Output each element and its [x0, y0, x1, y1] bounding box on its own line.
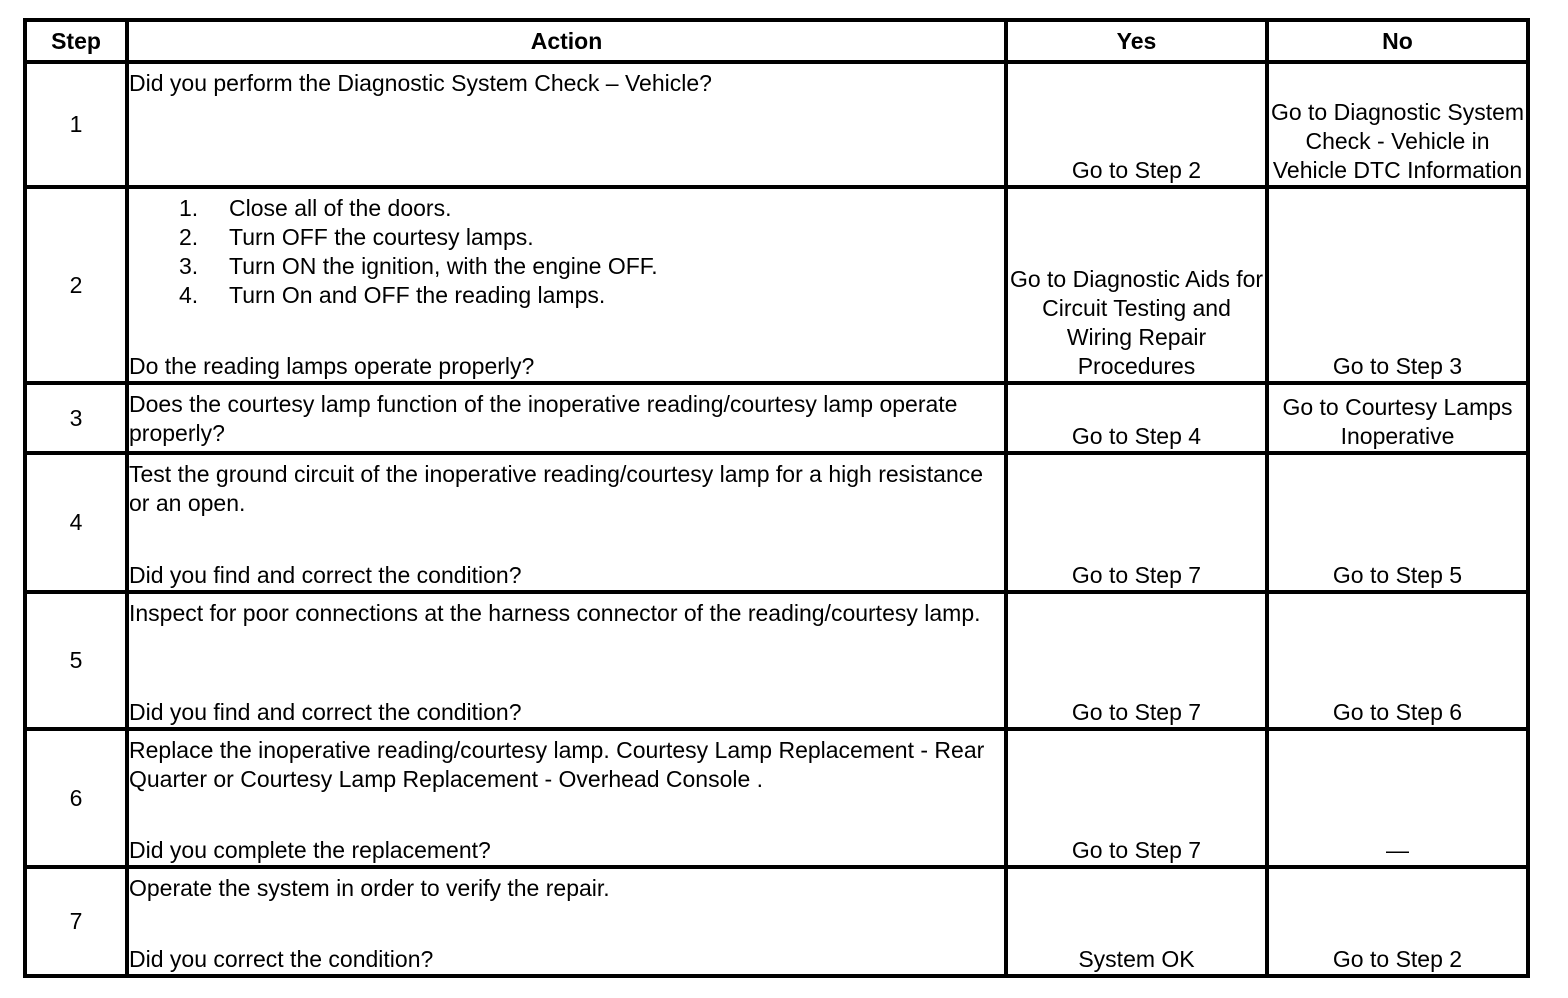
no-cell: Go to Step 2 — [1267, 867, 1528, 976]
step-number: 6 — [25, 729, 127, 867]
no-cell: — — [1267, 729, 1528, 867]
action-question: Did you correct the condition? — [129, 946, 434, 972]
table-row — [25, 383, 1528, 453]
procedure-list — [129, 189, 1004, 310]
no-cell: Go to Step 5 — [1267, 453, 1528, 592]
yes-cell: System OK — [1006, 867, 1267, 976]
action-cell — [127, 62, 1006, 187]
table-row — [25, 867, 1528, 976]
list-text: Turn OFF the courtesy lamps. — [229, 224, 534, 250]
list-number: 4. — [179, 282, 199, 308]
yes-cell: Go to Step 7 — [1006, 453, 1267, 592]
header-yes: Yes — [1006, 20, 1267, 62]
action-question: Did you find and correct the condition? — [129, 562, 522, 588]
list-text: Turn On and OFF the reading lamps. — [229, 282, 606, 308]
action-cell — [127, 729, 1006, 867]
no-cell: Go to Step 6 — [1267, 592, 1528, 729]
table-row — [25, 592, 1528, 729]
step-number: 7 — [25, 867, 127, 976]
list-item — [179, 252, 1004, 281]
list-text: Close all of the doors. — [229, 195, 452, 221]
action-cell — [127, 592, 1006, 729]
yes-cell: Go to Step 7 — [1006, 729, 1267, 867]
list-number: 2. — [179, 224, 199, 250]
action-cell — [127, 383, 1006, 453]
step-number: 5 — [25, 592, 127, 729]
table-row — [25, 62, 1528, 187]
header-step: Step — [25, 20, 127, 62]
list-item — [179, 223, 1004, 252]
no-cell: Go to Courtesy Lamps Inoperative — [1267, 383, 1528, 453]
action-cell — [127, 187, 1006, 383]
action-text: Operate the system in order to verify the repair. — [129, 875, 610, 901]
yes-cell: Go to Step 2 — [1006, 62, 1267, 187]
action-text: Test the ground circuit of the inoperative reading/courtesy lamp for a high resistance or an open. — [129, 461, 984, 516]
table-row — [25, 729, 1528, 867]
action-question: Did you find and correct the condition? — [129, 699, 522, 725]
yes-cell: Go to Step 7 — [1006, 592, 1267, 729]
list-number: 3. — [179, 253, 199, 279]
list-text: Turn ON the ignition, with the engine OFF. — [229, 253, 658, 279]
action-text: Replace the inoperative reading/courtesy lamp. Courtesy Lamp Replacement - Rear Quarter or Courtesy Lamp Replacement - Overhead Console . — [129, 737, 985, 792]
step-number: 2 — [25, 187, 127, 383]
action-cell — [127, 867, 1006, 976]
step-number: 4 — [25, 453, 127, 592]
action-cell — [127, 453, 1006, 592]
step-number: 1 — [25, 62, 127, 187]
table-row — [25, 453, 1528, 592]
action-text: Inspect for poor connections at the harness connector of the reading/courtesy lamp. — [129, 600, 981, 626]
list-number: 1. — [179, 195, 199, 221]
no-cell: Go to Step 3 — [1267, 187, 1528, 383]
list-item — [179, 281, 1004, 310]
action-text: Does the courtesy lamp function of the inoperative reading/courtesy lamp operate properly? — [129, 391, 958, 446]
yes-cell: Go to Step 4 — [1006, 383, 1267, 453]
list-item — [179, 194, 1004, 223]
no-cell: Go to Diagnostic System Check - Vehicle in Vehicle DTC Information — [1267, 62, 1528, 187]
action-question: Did you complete the replacement? — [129, 837, 491, 863]
header-action: Action — [127, 20, 1006, 62]
table-row — [25, 187, 1528, 383]
header-no: No — [1267, 20, 1528, 62]
step-number: 3 — [25, 383, 127, 453]
action-text: Did you perform the Diagnostic System Check – Vehicle? — [129, 70, 712, 96]
header-row — [25, 20, 1528, 62]
diagnostic-table — [23, 18, 1530, 978]
action-question: Do the reading lamps operate properly? — [129, 353, 535, 379]
yes-cell: Go to Diagnostic Aids for Circuit Testing and Wiring Repair Procedures — [1006, 187, 1267, 383]
